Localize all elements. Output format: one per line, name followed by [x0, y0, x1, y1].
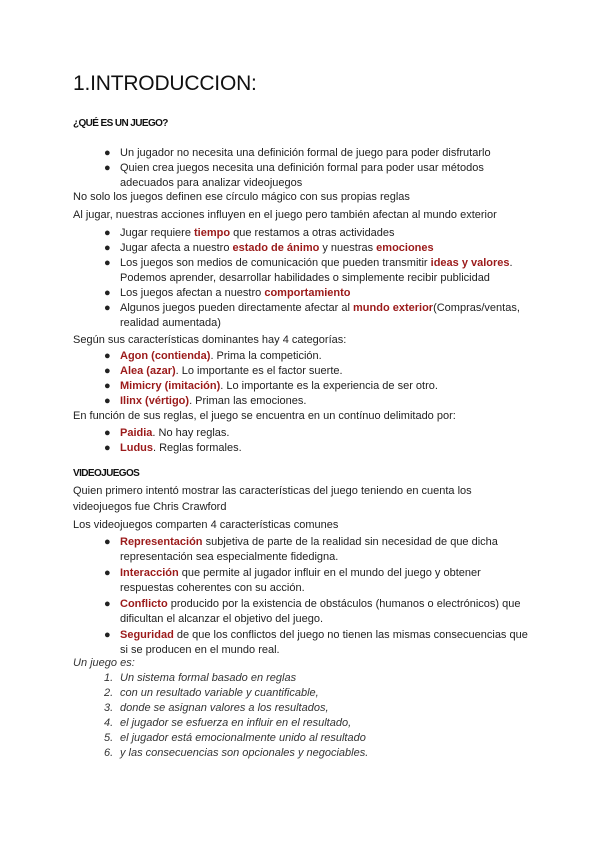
paragraph: Al jugar, nuestras acciones influyen en el juego pero también afectan al mundo exterior: [73, 209, 497, 221]
bullet-icon: ●: [104, 162, 111, 174]
effects-bullet-list: [0, 226, 530, 331]
list-item: ● Seguridad de que los conflictos del juego no tienen las mismas consecuencias que si se producen en el mundo real.: [104, 629, 528, 656]
bullet-icon: ●: [104, 380, 111, 392]
list-item: ● Jugar afecta a nuestro estado de ánimo y nuestras emociones: [104, 242, 434, 254]
list-item: ● Ludus. Reglas formales.: [104, 442, 242, 454]
intro-bullet-list: [0, 146, 530, 191]
list-item: 3. donde se asignan valores a los resultados,: [104, 702, 329, 714]
list-item: 2. con un resultado variable y cuantificable,: [104, 687, 319, 699]
bullet-icon: ●: [104, 365, 111, 377]
bullet-icon: ●: [104, 395, 111, 407]
definition-title: Un juego es:: [73, 657, 135, 669]
list-item: ● Alea (azar). Lo importante es el factor suerte.: [104, 365, 343, 377]
list-item: 6. y las consecuencias son opcionales y negociables.: [104, 747, 369, 759]
bullet-icon: ●: [104, 302, 111, 314]
paragraph: Los videojuegos comparten 4 características comunes: [73, 519, 339, 531]
section-heading-que-es: ¿QUÉ ES UN JUEGO?: [73, 118, 168, 129]
list-item: 5. el jugador está emocionalmente unido al resultado: [104, 732, 366, 744]
bullet-icon: ●: [104, 567, 111, 579]
list-item: ● Un jugador no necesita una definición formal de juego para poder disfrutarlo: [104, 147, 491, 159]
rules-bullet-list: [0, 426, 530, 456]
list-item: ● Los juegos afectan a nuestro comportamiento: [104, 287, 351, 299]
paragraph: Según sus características dominantes hay 4 categorías:: [73, 334, 347, 346]
list-item: ● Representación subjetiva de parte de la realidad sin necesidad de que dicha representación sea especialmente fidedigna.: [104, 536, 498, 563]
paragraph: No solo los juegos definen ese círculo mágico con sus propias reglas: [73, 191, 410, 203]
bullet-icon: ●: [104, 536, 111, 548]
paragraph: En función de sus reglas, el juego se encuentra en un contínuo delimitado por:: [73, 410, 456, 422]
paragraph: videojuegos fue Chris Crawford: [73, 501, 227, 513]
list-item: ● Interacción que permite al jugador influir en el mundo del juego y obtener respuestas coherentes con su acción.: [104, 567, 481, 594]
bullet-icon: ●: [104, 287, 111, 299]
bullet-icon: ●: [104, 442, 111, 454]
list-item: ● Agon (contienda). Prima la competición.: [104, 350, 322, 362]
list-item: ● Conflicto producido por la existencia de obstáculos (humanos o electrónicos) que dificultan el alcanzar el objetivo del juego.: [104, 598, 521, 625]
bullet-icon: ●: [104, 147, 111, 159]
list-item: 4. el jugador se esfuerza en influir en el resultado,: [104, 717, 352, 729]
features-bullet-list: [0, 535, 530, 658]
list-item: ● Jugar requiere tiempo que restamos a otras actividades: [104, 227, 395, 239]
section-heading-videojuegos: VIDEOJUEGOS: [73, 468, 140, 479]
list-item: 1. Un sistema formal basado en reglas: [104, 672, 297, 684]
list-item: ● Algunos juegos pueden directamente afectar al mundo exterior(Compras/ventas, realidad aumentada): [104, 302, 520, 329]
bullet-icon: ●: [104, 350, 111, 362]
categories-bullet-list: [0, 349, 530, 409]
list-item: ● Mimicry (imitación). Lo importante es la experiencia de ser otro.: [104, 380, 438, 392]
list-item: ● Quien crea juegos necesita una definición formal para poder usar métodos adecuados para analizar videojuegos: [104, 162, 484, 189]
list-item: ● Los juegos son medios de comunicación que pueden transmitir ideas y valores. Podemos aprender, desarrollar habilidades o simplemente recibir publicidad: [104, 257, 513, 284]
list-item: ● Paidia. No hay reglas.: [104, 427, 230, 439]
definition-numbered-list: [0, 671, 368, 761]
bullet-icon: ●: [104, 242, 111, 254]
bullet-icon: ●: [104, 257, 111, 269]
bullet-icon: ●: [104, 227, 111, 239]
bullet-icon: ●: [104, 629, 111, 641]
page-title: 1.INTRODUCCION:: [73, 72, 257, 95]
paragraph: Quien primero intentó mostrar las características del juego teniendo en cuenta los: [73, 485, 472, 497]
bullet-icon: ●: [104, 598, 111, 610]
bullet-icon: ●: [104, 427, 111, 439]
list-item: ● Ilinx (vértigo). Priman las emociones.: [104, 395, 307, 407]
